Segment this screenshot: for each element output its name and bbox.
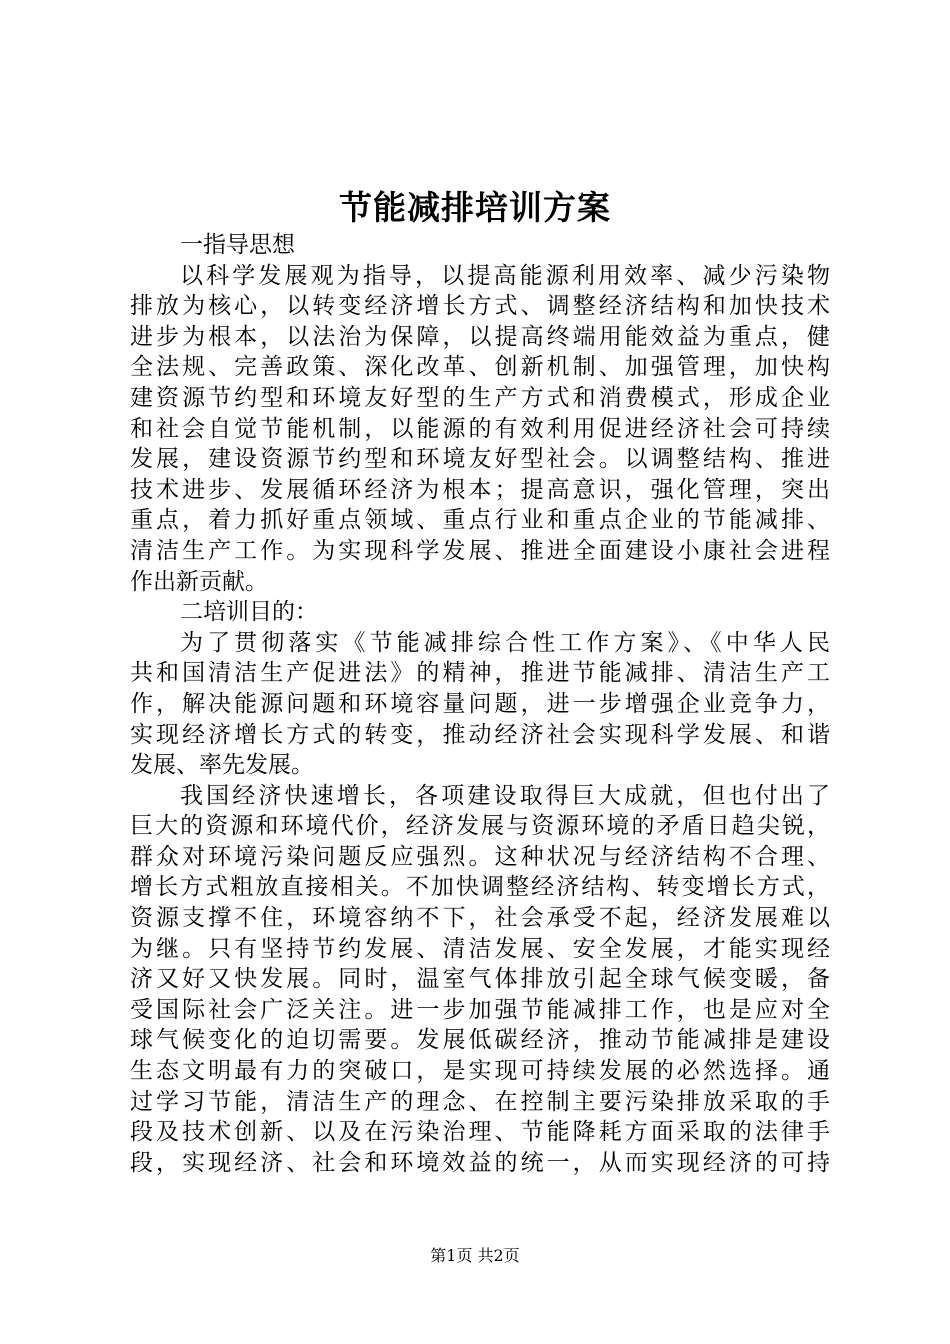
paragraph-line: 资源支撑不住，环境容纳不下，社会承受不起，经济发展难以 — [130, 905, 830, 932]
paragraph-line: 发展、率先发展。 — [130, 752, 314, 779]
paragraph-line: 共和国清洁生产促进法》的精神，推进节能减排、清洁生产工 — [130, 660, 830, 687]
paragraph-line: 我国经济快速增长，各项建设取得巨大成就，但也付出了 — [180, 782, 830, 809]
paragraph-line: 巨大的资源和环境代价，经济发展与资源环境的矛盾日趋尖锐， — [130, 813, 830, 840]
document-title: 节能减排培训方案 — [339, 188, 611, 227]
paragraph-line: 重点，着力抓好重点领域、重点行业和重点企业的节能减排、 — [130, 507, 830, 534]
paragraph-line: 全法规、完善政策、深化改革、创新机制、加强管理，加快构 — [130, 354, 830, 381]
paragraph-line: 为继。只有坚持节约发展、清洁发展、安全发展，才能实现经 — [130, 935, 830, 962]
paragraph-line: 群众对环境污染问题反应强烈。这种状况与经济结构不合理、 — [130, 843, 830, 870]
paragraph-line: 增长方式粗放直接相关。不加快调整经济结构、转变增长方式， — [130, 874, 830, 901]
paragraph-line: 技术进步、发展循环经济为根本；提高意识，强化管理，突出 — [130, 476, 830, 503]
paragraph-line: 为了贯彻落实《节能减排综合性工作方案》、《中华人民 — [180, 629, 830, 656]
paragraph-line: 段及技术创新、以及在污染治理、节能降耗方面采取的法律手 — [130, 1119, 830, 1146]
paragraph-line: 以科学发展观为指导，以提高能源利用效率、减少污染物 — [180, 262, 830, 289]
paragraph-line: 排放为核心，以转变经济增长方式、调整经济结构和加快技术 — [130, 293, 830, 320]
paragraph-line: 济又好又快发展。同时，温室气体排放引起全球气候变暖，备 — [130, 966, 830, 993]
paragraph-line: 和社会自觉节能机制，以能源的有效利用促进经济社会可持续 — [130, 415, 830, 442]
paragraph-line: 作出新贡献。 — [130, 568, 268, 595]
paragraph-line: 清洁生产工作。为实现科学发展、推进全面建设小康社会进程 — [130, 537, 830, 564]
paragraph-line: 作，解决能源问题和环境容量问题，进一步增强企业竞争力， — [130, 690, 830, 717]
paragraph-line: 球气候变化的迫切需要。发展低碳经济，推动节能减排是建设 — [130, 1027, 830, 1054]
section-heading: 二培训目的： — [180, 599, 318, 626]
page-footer: 第1页 共2页 — [430, 1246, 520, 1265]
section-heading: 一指导思想 — [180, 232, 295, 258]
paragraph-line: 生态文明最有力的突破口，是实现可持续发展的必然选择。通 — [130, 1058, 830, 1085]
paragraph-line: 进步为根本，以法治为保障，以提高终端用能效益为重点，健 — [130, 323, 830, 350]
paragraph-line: 实现经济增长方式的转变，推动经济社会实现科学发展、和谐 — [130, 721, 830, 748]
paragraph-line: 受国际社会广泛关注。进一步加强节能减排工作，也是应对全 — [130, 996, 830, 1023]
paragraph-line: 过学习节能，清洁生产的理念、在控制主要污染排放采取的手 — [130, 1088, 830, 1115]
paragraph-line: 建资源节约型和环境友好型的生产方式和消费模式，形成企业 — [130, 384, 830, 411]
paragraph-line: 发展，建设资源节约型和环境友好型社会。以调整结构、推进 — [130, 446, 830, 473]
document-body — [130, 230, 830, 1178]
paragraph-line: 段，实现经济、社会和环境效益的统一，从而实现经济的可持 — [130, 1149, 830, 1176]
